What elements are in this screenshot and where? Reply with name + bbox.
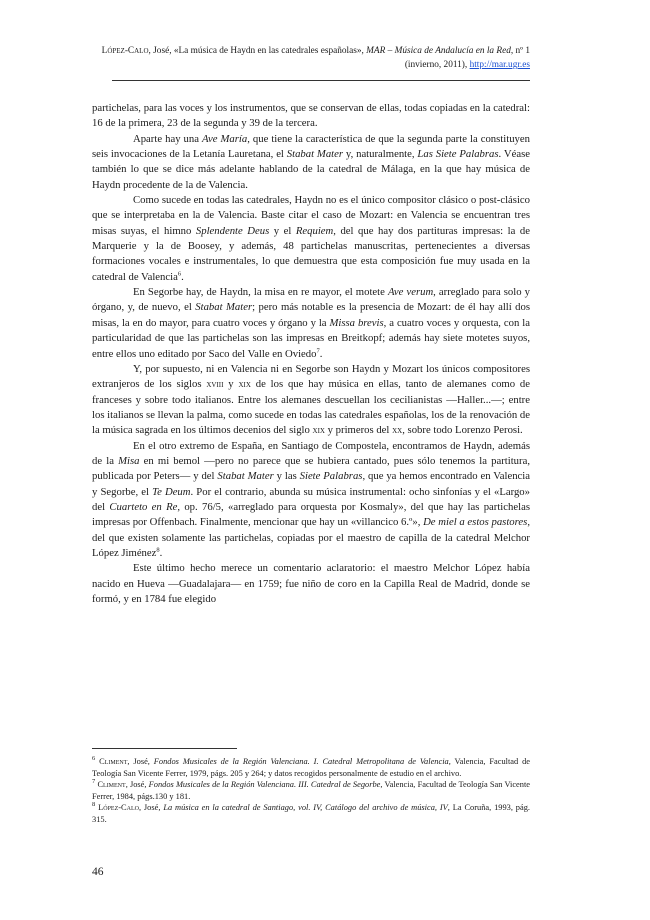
italic-title: Requiem [295, 224, 334, 237]
text-run: en mi bemol —pero no parece que se hubiera cantado, pues sólo tenemos la partitura, publicada por Peters— y del [92, 454, 530, 483]
text-run: y, naturalmente, [343, 148, 418, 161]
text-run: y primeros del [324, 424, 393, 437]
italic-title: La música en la catedral de Santiago, vol. IV, Catálogo del archivo de música, IV [163, 803, 448, 813]
italic-title: Misa [118, 454, 140, 467]
text-run: , arreglado para solo y órgano, y, de nuevo, el [92, 286, 531, 314]
footnote-marker: 6 [92, 755, 96, 763]
small-caps-text: xix [238, 378, 251, 391]
text-run: y las [273, 470, 300, 483]
italic-title: Cuarteto en Re [109, 500, 178, 513]
small-caps-text: Climent [99, 757, 128, 766]
text-run: Y, por supuesto, ni en Valencia ni en Segorbe son Haydn y Mozart los únicos compositores extranjeros de los siglos [92, 362, 530, 391]
text-run: de los que hay música en ellas, tanto de alemanes como de franceses y sobre todo italianos. Entre los alemanes descuellan los cecilianistas —Haller...—; entre los italianos se llevan la palma, como sucede en todas las catedrales españolas, los de la renovación de la música sagrada en los últimos decenios del siglo [92, 378, 531, 437]
text-run: . Véase también lo que se dice más adelante hablando de la catedral de Málaga, en la que hay música de Haydn procedente de la de Valencia. [92, 148, 530, 191]
text-run: , José, [138, 803, 164, 813]
footnote-marker: 6 [177, 270, 182, 278]
italic-title: Stabat Mater [195, 301, 253, 314]
italic-title: Siete Palabras [299, 470, 363, 483]
small-caps-text: xviii [206, 378, 224, 391]
footnote-marker: 7 [316, 346, 320, 354]
header-author: López-Calo [101, 46, 149, 56]
text-run: , del que existen solamente las partichelas, copiadas por el maestro de capilla de la catedral Melchor López Jiménez [92, 516, 530, 559]
italic-title: Fondos Musicales de la Región Valenciana. I. Catedral Metropolitana de Valencia [153, 757, 449, 766]
italic-title: Stabat Mater [286, 148, 344, 161]
text-run: . [319, 347, 323, 360]
header-issue: , nº 1 (invierno, 2011), [404, 46, 530, 70]
text-run: , sobre todo Lorenzo Perosi. [402, 424, 523, 437]
paragraph [92, 285, 530, 362]
header-journal: MAR – Música de Andalucía en la Red [366, 46, 511, 56]
text-run: partichelas, para las voces y los instrumentos, que se conservan de ellas, todas copiadas en la catedral: 16 de la primera, 23 de la segunda y 39 de la tercera. [92, 102, 530, 130]
running-header [92, 44, 530, 72]
text-run: . [159, 546, 163, 559]
small-caps-text: xix [312, 424, 325, 437]
text-run: , que tiene la característica de que la segunda parte la constituyen seis invocaciones de la Letanía Lauretana, el [92, 132, 530, 161]
italic-title: Las Siete Palabras [417, 148, 499, 161]
italic-title: Fondos Musicales de la Región Valenciana. III. Catedral de Segorbe [148, 780, 381, 790]
text-run: , Valencia, Facultad de Teología San Vicente Ferrer, 1984, págs.130 y 181. [92, 780, 530, 801]
text-run: y [223, 378, 239, 391]
footnote-8 [92, 802, 530, 825]
text-run: En el otro extremo de España, en Santiago de Compostela, encontramos de Haydn, además de la [92, 439, 530, 467]
paragraph [92, 132, 530, 193]
text-run: , José, [127, 757, 154, 766]
text-run: . [181, 270, 184, 283]
small-caps-text: Climent [97, 780, 126, 790]
paragraph [92, 101, 530, 132]
text-run: , que ya hemos encontrado en Valencia y Segorbe, el [92, 470, 531, 498]
text-run: , José, [125, 780, 149, 790]
footnote-marker: 8 [92, 801, 96, 809]
footnote-6 [92, 756, 530, 779]
italic-title: Ave María [202, 132, 248, 145]
italic-title: Te Deum [152, 485, 191, 498]
header-url-link[interactable]: http://mar.ugr.es [469, 60, 530, 70]
small-caps-text: xx [392, 424, 403, 437]
text-run: Como sucede en todas las catedrales, Haydn no es el único compositor clásico o post-clásico que se interpretaba en la de Valencia. Baste citar el caso de Mozart: en Valencia se encuentran tres misas suyas, el himno [92, 194, 530, 237]
paragraph [92, 193, 530, 285]
paragraph [92, 362, 530, 439]
text-run: , La Coruña, 1993, pág. 315. [92, 803, 530, 824]
text-run: ; pero más notable es la presencia de Mozart: de él hay allí dos misas, la en do mayor, para cuatro voces y órgano y la [92, 301, 531, 329]
italic-title: De miel a estos pastores [423, 516, 528, 529]
text-run: , Valencia, Facultad de Teología San Vicente Ferrer, 1979, págs. 205 y 264; y datos recogidos personalmente de estudio en el archivo. [92, 757, 530, 778]
footnote-divider [92, 748, 237, 749]
text-run: Aparte hay una [133, 132, 203, 145]
italic-title: Stabat Mater [217, 470, 274, 483]
paragraph [92, 439, 530, 562]
text-run: , del que hay dos partituras impresas: la de Marquerie y la de Boosey, y además, 48 partichelas manuscritas, pertenecientes a diversas formaciones vocales e instrumentales, lo que demuestra que esta composición fue muy usada en la catedral de Valencia [92, 224, 530, 283]
italic-title: Missa brevis [329, 316, 384, 329]
footnote-marker: 7 [92, 778, 96, 786]
small-caps-text: López-Calo [98, 803, 139, 813]
footnote-marker: 8 [156, 546, 160, 554]
paragraph [92, 561, 530, 607]
text-run: . Por el contrario, abunda su música instrumental: ocho sinfonías y el «Largo» del [92, 485, 530, 513]
footnote-7 [92, 779, 530, 802]
italic-title: Splendente Deus [195, 224, 270, 237]
text-run: , a cuatro voces y orquesta, con la particularidad de que las partichelas son las impresas en Breitkopf; además hay siete motetes suyos, entre ellos uno editado por Saco del Valle en Oviedo [92, 316, 530, 360]
text-run: y el [269, 224, 296, 237]
text-run: En Segorbe hay, de Haydn, la misa en re mayor, el motete [133, 286, 388, 299]
header-divider [112, 80, 530, 81]
footnotes [92, 756, 530, 826]
italic-title: Ave verum [387, 286, 434, 299]
text-run: , op. 76/5, «arreglado para orquesta por Kosmaly», del que hay las partichelas impresas por Offenbach. Finalmente, mencionar que hay un «villancico 6.º», [92, 500, 530, 529]
body-text [92, 101, 530, 607]
page-number: 46 [92, 866, 104, 878]
text-run: Este último hecho merece un comentario aclaratorio: el maestro Melchor López había nacido en Hueva —Guadalajara— en 1759; fue niño de coro en la Capilla Real de Madrid, donde se formó, y en 1784 fue elegido [92, 562, 530, 605]
header-article: , José, «La música de Haydn en las catedrales españolas», [148, 46, 367, 56]
